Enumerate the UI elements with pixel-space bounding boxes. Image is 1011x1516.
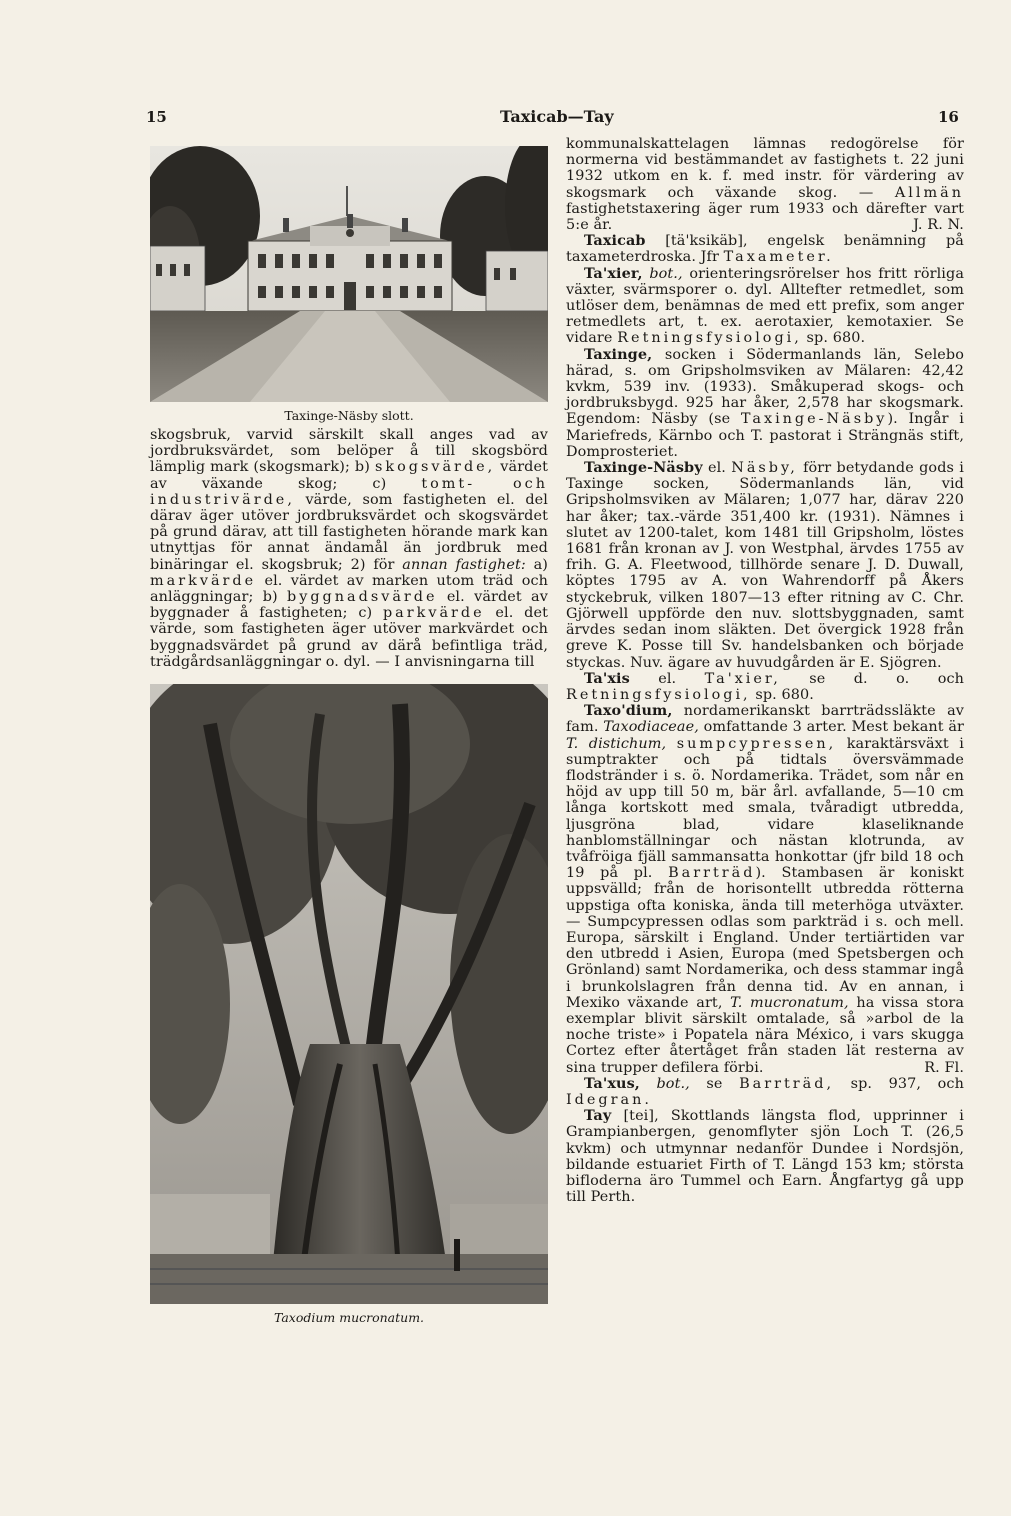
page-number-right: 16 [938, 108, 959, 126]
entry-continuation: kommunalskattelagen lämnas redogörelse för normerna vid bestämmandet av fastighets t. 22 juni 1932 utkom en k. f. med instr. för värdering av skogsmark och växande skog. — Allmän fastighetstaxering äger rum 1933 och därefter vart 5:e år. J. R. N. [566, 136, 964, 234]
entry-taxis: Ta'xis el. Ta'xier, se d. o. och Retningsfysiologi, sp. 680. [566, 669, 964, 703]
left-column [150, 146, 548, 1329]
entry-taxicab: Taxicab [tä'ksikäb], engelsk benämning på taxameterdroska. Jfr Taxameter. [566, 232, 964, 266]
entry-taxier: Ta'xier, bot., orienteringsrörelser hos fritt rörliga växter, svärmsporer o. dyl. Alltefter retmedlet, som utlöser dem, benämnas de med ett prefix, som anger retmedlets art, t. ex. aerotaxier, kemotaxier. Se vidare Retningsfysiologi, sp. 680. [566, 264, 964, 347]
cypress-photo [150, 684, 548, 1304]
running-head: Taxicab—Tay [500, 107, 614, 126]
entry-taxinge: Taxinge, socken i Södermanlands län, Selebo härad, s. om Gripsholmsviken av Mälaren: 42,42 kvkm, 539 inv. (1933). Småkuperad skogs- och jordbruksbygd. 925 har åker, 2,578 har skogsmark. Egendom: Näsby (se Taxinge-Näsby). Ingår i Mariefreds, Kärnbo och T. pastorat i Strängnäs stift, Domprosteriet. [566, 345, 964, 460]
entry-tay: Tay [tei], Skottlands längsta flod, upprinner i Grampianbergen, genomflyter sjön Loch T. (26,5 kvkm) och utmynnar nedanför Dundee i Nordsjön, bildande estuariet Firth of T. Längd 153 km; största bifloderna äro Tummel och Earn. Ångfartyg gå upp till Perth. [566, 1107, 964, 1206]
manor-caption: Taxinge-Näsby slott. [284, 408, 414, 423]
right-column [566, 136, 964, 1205]
entry-taxinge-nasby: Taxinge-Näsby el. Näsby, förr betydande gods i Taxinge socken, Södermanlands län, vid Gripsholmsviken av Mälaren; 1,077 har, därav 220 har åker; tax.-värde 351,400 kr. (1931). Nämnes i slutet av 1200-talet, kom 1481 till Gripsholm, löstes 1681 från kronan av J. von Westphal, ärvdes 1755 av frih. G. A. Fleetwood, tillhörde senare J. D. Duwall, köptes 1795 av A. von Wahrendorff på Åkers styckebruk, vilken 1807—13 efter ritning av C. Chr. Gjörwell uppförde den nuv. slottsbyggnaden, samt ärvdes sedan inom släkten. Det övergick 1928 från greve K. Posse till Sv. handelsbanken och började styckas. Nuv. ägare av huvudgården är E. Sjögren. [566, 459, 964, 671]
manor-photo [150, 146, 548, 402]
entry-taxodium: Taxo'dium, nordamerikanskt barrträdssläkte av fam. Taxodiaceae, omfattande 3 arter. Mest bekant är T. distichum, sumpcypressen, karaktärsväxt i sumptrakter och på tidtals översvämmade flodstränder i s. ö. Nordamerika. Trädet, som når en höjd av upp till 50 m, bär årl. avfallande, 5—10 cm långa kortskott med smala, tvåradigt utbredda, ljusgröna blad, vidare klaseliknande hanblomställningar och nästan klotrunda, av tvåfröiga fjäll sammansatta honkottar (jfr bild 18 och 19 på pl. Barrträd). Stambasen är koniskt uppsvälld; från de horisontellt utbredda rötterna uppstiga ofta koniska, ända till meterhöga utväxter. — Sumpcypressen odlas som parkträd i s. och mell. Europa, särskilt i England. Under tertiärtiden var den utbredd i Asien, Europa (med Spetsbergen och Grönland) samt Nordamerika, och dess stammar ingå i brunkolslagren från denna tid. Av en annan, i Mexiko växande art, T. mucronatum, ha vissa stora exemplar blivit särskilt omtalade, så »arbol de la noche triste» i Popatela nära México, i vars skugga Cortez efter återtåget från staden lät resterna av sina trupper defilera förbi. R. Fl. [566, 702, 964, 1076]
cypress-caption: Taxodium mucronatum. [273, 1310, 425, 1326]
left-body-text: skogsbruk, varvid särskilt skall anges vad av jordbruksvärdet, som belöper å till skogsbörd lämplig mark (skogsmark); b) skogsvärde, värdet av växande skog; c) tomt- och industrivärde, värde, som fastigheten el. del därav äger utöver jordbruksvärdet och skogsvärdet på grund därav, att till fastigheten hörande mark kan utnyttjas för annat ändamål än jordbruk med binäringar el. skogsbruk; 2) för annan fastighet: a) markvärde el. värdet av marken utom träd och anläggningar; b) byggnadsvärde el. värdet av byggnader å fastigheten; c) parkvärde el. det värde, som fastigheten äger utöver markvärdet och byggnadsvärdet på grund av därå befintliga träd, trädgårdsanläggningar o. dyl. — I anvisningarna till [150, 427, 548, 670]
entry-taxus: Ta'xus, bot., se Barrträd, sp. 937, och Idegran. [566, 1074, 964, 1108]
page-number-left: 15 [146, 108, 167, 126]
